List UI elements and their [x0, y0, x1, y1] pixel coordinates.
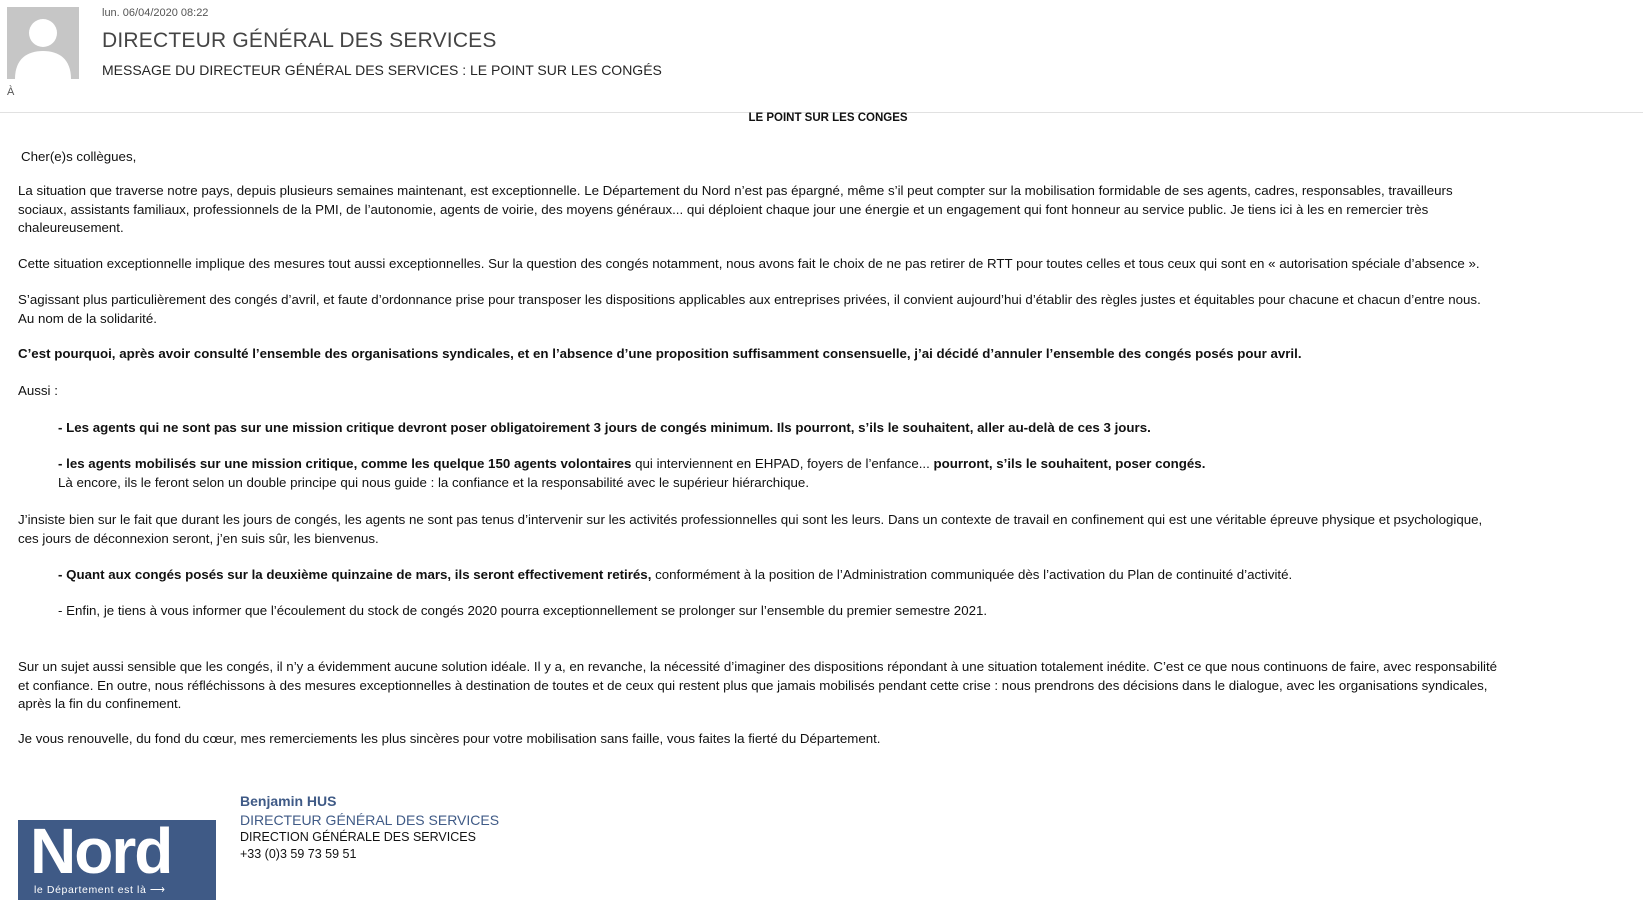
bold-text: C’est pourquoi, après avoir consulté l’ensemble des organisations syndicales, et en l’absence d’une proposition suffisamment consensuelle, j’ai décidé d’annuler l’ensemble des congés posés pour avril.: [18, 346, 1302, 361]
message-header: [0, 0, 1643, 113]
bullet-1: [58, 419, 1618, 438]
text-span: qui interviennent en EHPAD, foyers de l’enfance...: [631, 456, 934, 471]
signature-phone[interactable]: +33 (0)3 59 73 59 51: [240, 847, 357, 861]
signature-direction: DIRECTION GÉNÉRALE DES SERVICES: [240, 830, 476, 844]
paragraph-7: [18, 658, 1638, 714]
signature-role: DIRECTEUR GÉNÉRAL DES SERVICES: [240, 812, 500, 828]
logo-tagline: le Département est là ⟶: [34, 884, 166, 896]
to-label: À: [7, 86, 15, 98]
paragraph-5: [18, 382, 1638, 401]
text-line: Là encore, ils le feront selon un double principe qui nous guide : la confiance et la responsabilité avec le supérieur hiérarchique.: [58, 474, 810, 490]
text-line: - Enfin, je tiens à vous informer que l’écoulement du stock de congés 2020 pourra exceptionnellement se prolonger sur l’ensemble du premier semestre 2021.: [58, 603, 988, 618]
sender-avatar[interactable]: [7, 7, 79, 79]
text-line: La situation que traverse notre pays, depuis plusieurs semaines maintenant, est exceptionnelle. Le Département du Nord n’est pas épargné, même s’il peut compter sur la mobilisation formidable de ses agents, cadres, responsables, travailleurs: [18, 183, 1453, 198]
text-line: Sur un sujet aussi sensible que les congés, il n’y a évidemment aucune solution idéale. Il y a, en revanche, la nécessité d’imaginer des dispositions répondant à une situation totalement inédite. C’est ce que nous continuons de faire, avec responsabilité: [18, 659, 1498, 674]
body-title: LE POINT SUR LES CONGES: [748, 112, 908, 124]
text-line: après la fin du confinement.: [18, 696, 182, 711]
signature-name: Benjamin HUS: [240, 793, 337, 809]
bullet-2: [58, 455, 1618, 492]
bold-text: - les agents mobilisés sur une mission critique, comme les quelque 150 agents volontaires: [58, 456, 632, 471]
paragraph-4: [18, 345, 1638, 364]
paragraph-3: [18, 291, 1638, 328]
text-line: Au nom de la solidarité.: [18, 310, 157, 326]
sender-name[interactable]: DIRECTEUR GÉNÉRAL DES SERVICES: [102, 29, 497, 52]
message-subject: MESSAGE DU DIRECTEUR GÉNÉRAL DES SERVICES : LE POINT SUR LES CONGÉS: [102, 62, 662, 78]
text-line: Aussi :: [18, 383, 58, 398]
text-line: Je vous renouvelle, du fond du cœur, mes remerciements les plus sincères pour votre mobilisation sans faille, vous faites la fierté du Département.: [18, 731, 881, 746]
text-line: et confiance. En outre, nous réfléchissons à des mesures exceptionnelles à destination de toutes et de ceux qui restent plus que jamais mobilisés pendant cette crise : nous prendrons des décisions dans le dialogue, avec les organisations syndicales,: [18, 677, 1488, 693]
nord-logo: [18, 815, 216, 900]
bullet-4: [58, 602, 1618, 621]
logo-word: Nord: [30, 815, 172, 887]
text-line: S’agissant plus particulièrement des congés d’avril, et faute d’ordonnance prise pour transposer les dispositions applicables aux entreprises privées, il convient aujourd’hui d’établir des règles justes et équitables pour chacune et chacun d’entre nous.: [18, 292, 1481, 307]
bold-text: - Quant aux congés posés sur la deuxième quinzaine de mars, ils seront effectivement retirés,: [58, 567, 652, 582]
greeting: Cher(e)s collègues,: [21, 149, 137, 164]
text-line: chaleureusement.: [18, 220, 124, 235]
paragraph-2: [18, 255, 1638, 274]
bullet-3: [58, 566, 1618, 585]
person-icon: [7, 7, 79, 79]
text-line: sociaux, assistants familiaux, professionnels de la PMI, de l’autonomie, agents de voirie, des moyens généraux... qui déploient chaque jour une énergie et un engagement qui font honneur au service public. Je tiens ici à les en remercier très: [18, 201, 1429, 217]
text-span: conformément à la position de l’Administration communiquée dès l’activation du Plan de continuité d’activité.: [651, 567, 1293, 582]
bold-text: - Les agents qui ne sont pas sur une mission critique devront poser obligatoirement 3 jours de congés minimum. Ils pourront, s’ils le souhaitent, aller au-delà de ces 3 jours.: [58, 420, 1151, 435]
text-line: Cette situation exceptionnelle implique des mesures tout aussi exceptionnelles. Sur la question des congés notamment, nous avons fait le choix de ne pas retirer de RTT pour toutes celles et tous ceux qui sont en « autorisation spéciale d’absence ».: [18, 256, 1480, 271]
text-line: ces jours de déconnexion seront, j’en suis sûr, les bienvenus.: [18, 530, 379, 546]
text-line: J’insiste bien sur le fait que durant les jours de congés, les agents ne sont pas tenus d’intervenir sur les activités professionnelles qui sont les leurs. Dans un contexte de travail en confinement qui est une véritable épreuve physique et psychologique,: [18, 512, 1483, 527]
paragraph-1: [18, 182, 1638, 238]
paragraph-8: [18, 730, 1638, 749]
bold-text: pourront, s’ils le souhaitent, poser congés.: [933, 456, 1206, 471]
message-body: [18, 112, 1638, 746]
paragraph-6: [18, 511, 1638, 548]
sent-date: lun. 06/04/2020 08:22: [102, 7, 209, 19]
